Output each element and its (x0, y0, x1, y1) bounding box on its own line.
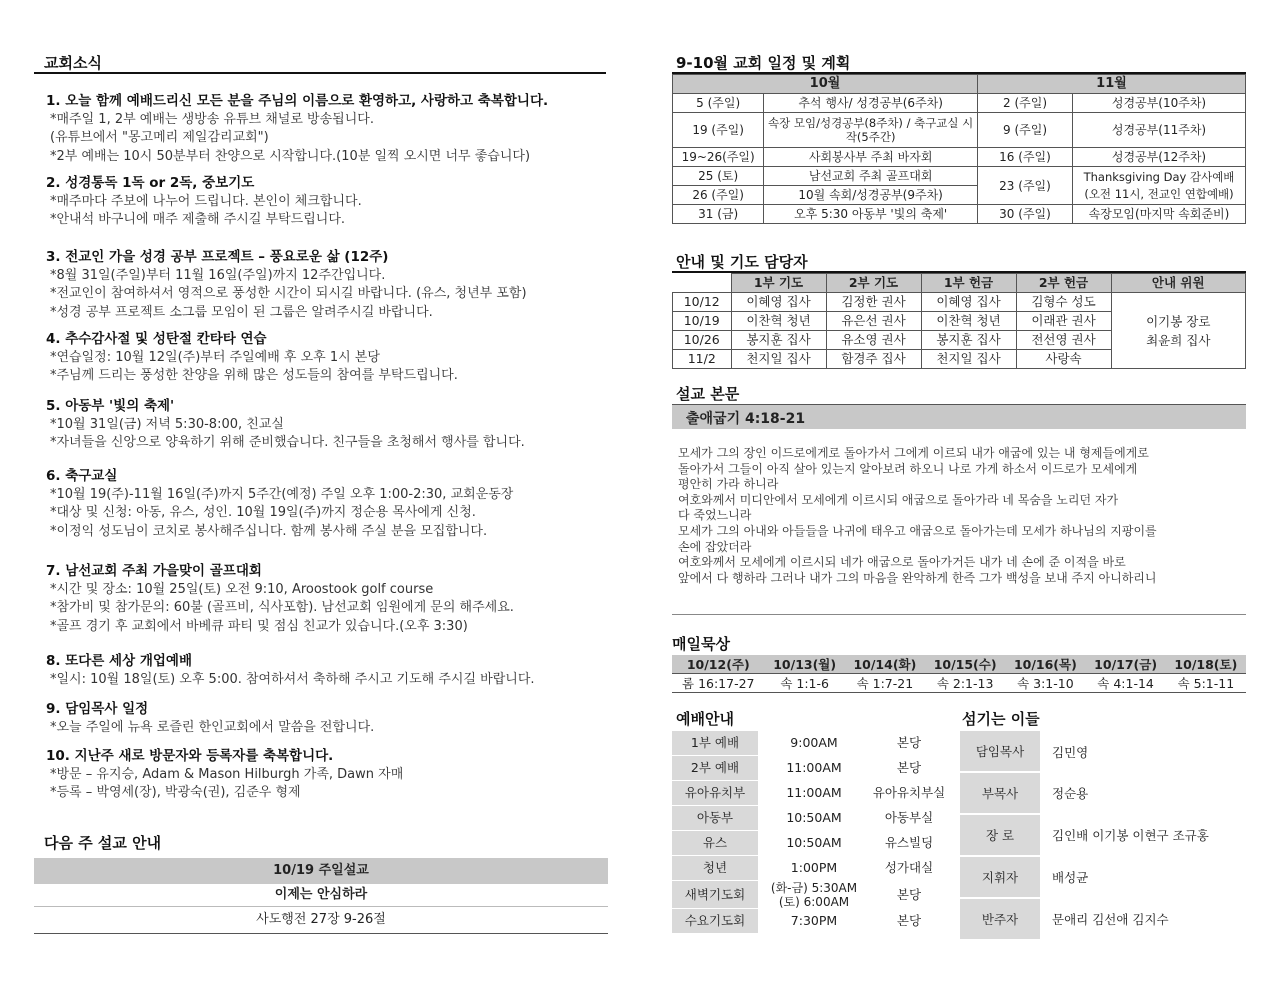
duty-cell: 유은선 권사 (826, 312, 921, 331)
news-item (46, 747, 606, 803)
table-row (960, 814, 1246, 856)
news-item-line: *10월 31일(금) 저녁 5:30-8:00, 친교실 (50, 416, 284, 432)
duty-header: 1부 헌금 (921, 274, 1016, 293)
schedule-date: 19 (주일) (673, 113, 764, 148)
news-item-line: *성경 공부 프로젝트 소그룹 모임이 된 그룹은 알려주시길 바랍니다. (50, 304, 433, 320)
sermon-line: 여호와께서 미디안에서 모세에게 이르시되 애굽으로 돌아가라 네 목숨을 노리던 자가 (678, 492, 1119, 507)
daily-reading: 속 1:1-6 (765, 674, 845, 693)
news-section-title: 교회소식 (44, 54, 102, 72)
daily-day: 10/16(목) (1005, 655, 1085, 674)
table-row (960, 898, 1246, 940)
next-sermon-title: 이제는 안심하라 (34, 884, 608, 907)
sermon-bottom-rule (672, 614, 1246, 615)
duty-cell: 이찬혁 청년 (731, 312, 826, 331)
schedule-date: 9 (주일) (978, 113, 1073, 148)
sermon-section-title: 설교 본문 (676, 385, 740, 403)
worship-place: 아동부실 (884, 810, 934, 825)
worship-place: 유아유치부실 (872, 785, 946, 800)
worship-name: 1부 예배 (672, 731, 758, 756)
table-row (673, 293, 1246, 312)
daily-day: 10/12(주) (672, 655, 765, 674)
schedule-event: 성경공부(10주차) (1073, 94, 1246, 113)
table-row (673, 205, 1246, 224)
news-item (46, 562, 606, 636)
news-item-title: 4. 추수감사절 및 성탄절 칸타타 연습 (46, 331, 267, 347)
news-item-line: *2부 예배는 10시 50분부터 찬양으로 시작합니다.(10분 일찍 오시면 너무 좋습니다) (50, 148, 531, 164)
duty-date: 10/19 (673, 312, 732, 331)
sermon-line: 손에 잡았더라 (678, 539, 752, 554)
sermon-line: 모세가 그의 장인 이드로에게로 돌아가서 그에게 이르되 내가 애굽에 있는 내 형제들에게로 (678, 446, 1149, 460)
duty-header: 안내 위원 (1111, 274, 1246, 293)
schedule-event: 속장모임(마지막 속회준비) (1073, 205, 1246, 224)
schedule-date: 5 (주일) (673, 94, 764, 113)
schedule-event: Thanksgiving Day 감사예배 (오전 11시, 전교인 연합예배) (1073, 167, 1246, 205)
sermon-text (678, 446, 1244, 586)
news-item-line: *일시: 10월 18일(토) 오후 5:00. 참여하셔서 축하해 주시고 기도해 주시길 바랍니다. (50, 671, 535, 687)
sermon-line: 다 죽었느니라 (678, 508, 752, 523)
news-item-line: *주님께 드리는 풍성한 찬양을 위해 많은 성도들의 참여를 부탁드립니다. (50, 368, 458, 383)
news-item-line: *8월 31일(주일)부터 11월 16일(주일)까지 12주간입니다. (50, 267, 386, 283)
duty-section-title: 안내 및 기도 담당자 (676, 253, 808, 271)
news-item-line: *안내석 바구니에 매주 제출해 주시길 부탁드립니다. (50, 212, 346, 227)
duty-cell: 봉지훈 집사 (731, 331, 826, 350)
schedule-date: 30 (주일) (978, 205, 1073, 224)
duty-cell: 봉지훈 집사 (921, 331, 1016, 350)
duty-cell: 사랑속 (1016, 350, 1111, 369)
duty-date: 11/2 (673, 350, 732, 369)
news-item (46, 700, 606, 737)
news-item-line: *오늘 주일에 뉴욕 로즐린 한인교회에서 말씀을 전합니다. (50, 719, 375, 735)
news-item-title: 1. 오늘 함께 예배드리신 모든 분을 주님의 이름으로 환영하고, 사랑하고 축복합니다. (46, 93, 549, 109)
next-sermon-box (34, 858, 608, 934)
worship-time: 7:30PM (790, 913, 838, 928)
sermon-line: 여호와께서 모세에게 이르시되 네가 애굽으로 돌아가거든 내가 네 손에 준 이적을 바로 (678, 555, 1126, 570)
duty-cell: 함경주 집사 (826, 350, 921, 369)
news-item (46, 92, 606, 166)
server-names: 배성균 (1052, 870, 1089, 885)
duty-cell: 김형수 성도 (1016, 293, 1111, 312)
worship-name: 수요기도회 (672, 909, 758, 934)
daily-reading: 속 4:1-14 (1085, 674, 1165, 693)
table-row (673, 167, 1246, 186)
server-role: 반주자 (960, 898, 1040, 940)
table-row (673, 113, 1246, 148)
daily-table (672, 655, 1246, 693)
duty-cell: 천지일 집사 (921, 350, 1016, 369)
worship-name: 유스 (672, 831, 758, 856)
duty-cell: 이혜영 집사 (921, 293, 1016, 312)
table-row (960, 772, 1246, 814)
daily-reading: 속 2:1-13 (925, 674, 1005, 693)
table-row (672, 756, 948, 781)
news-item-title: 10. 지난주 새로 방문자와 등록자를 축복합니다. (46, 748, 334, 764)
server-role: 장 로 (960, 814, 1040, 856)
news-item (46, 467, 606, 541)
duty-header: 2부 헌금 (1016, 274, 1111, 293)
duty-date: 10/26 (673, 331, 732, 350)
news-item (46, 397, 606, 453)
news-item-line: *10월 19(주)-11월 16일(주)까지 5주간(예정) 주일 오후 1:00-2:30, 교회운동장 (50, 486, 514, 502)
table-row (673, 94, 1246, 113)
daily-reading: 속 1:7-21 (845, 674, 925, 693)
worship-place: 성가대실 (884, 860, 934, 875)
news-item-line: *전교인이 참여하셔서 영적으로 풍성한 시간이 되시길 바랍니다. (유스, 청년부 포함) (50, 286, 527, 301)
sermon-passage: 출애굽기 4:18-21 (686, 411, 806, 427)
duty-table (672, 273, 1246, 369)
news-item-line: (유튜브에서 "몽고메리 제일감리교회") (50, 130, 269, 145)
news-item (46, 248, 606, 322)
daily-section-title: 매일묵상 (672, 635, 730, 653)
news-item (46, 652, 606, 689)
servers-section-title: 섬기는 이들 (962, 710, 1040, 728)
sermon-line: 평안히 가라 하니라 (678, 477, 779, 492)
duty-cell: 천지일 집사 (731, 350, 826, 369)
daily-day: 10/15(수) (925, 655, 1005, 674)
worship-time: 9:00AM (790, 735, 838, 751)
duty-cell: 이찬혁 청년 (921, 312, 1016, 331)
daily-reading: 롬 16:17-27 (672, 674, 765, 693)
news-item-title: 5. 아동부 '빛의 축제' (46, 398, 175, 414)
daily-day: 10/14(화) (845, 655, 925, 674)
worship-table (672, 731, 948, 934)
schedule-date: 25 (토) (673, 167, 764, 186)
schedule-event: 오후 5:30 아동부 '빛의 축제' (764, 205, 978, 224)
schedule-oct-header: 10월 (673, 75, 978, 94)
sermon-line: 모세가 그의 아내와 아들들을 나귀에 태우고 애굽으로 돌아가는데 모세가 하나님의 지팡이를 (678, 523, 1157, 538)
schedule-event: 남선교회 주최 골프대회 (764, 167, 978, 186)
duty-ushers (1111, 293, 1246, 369)
news-item (46, 174, 606, 230)
schedule-event: 성경공부(11주차) (1073, 113, 1246, 148)
news-item-line: *방문 – 유지승, Adam & Mason Hilburgh 가족, Dawn 자매 (50, 766, 404, 782)
worship-time: 10:50AM (786, 835, 842, 850)
daily-reading: 속 5:1-11 (1166, 674, 1246, 693)
news-item-line: *참가비 및 참가문의: 60불 (골프비, 식사포함). 남선교회 임원에게 문의 해주세요. (50, 600, 514, 615)
table-row (960, 856, 1246, 898)
schedule-date: 23 (주일) (978, 167, 1073, 205)
schedule-event: 추석 행사/ 성경공부(6주차) (764, 94, 978, 113)
news-item-title: 9. 담임목사 일정 (46, 701, 149, 717)
duty-header: 1부 기도 (731, 274, 826, 293)
schedule-section-title: 9-10월 교회 일정 및 계획 (676, 54, 851, 72)
table-row (672, 909, 948, 934)
duty-header-blank (673, 274, 732, 293)
duty-cell: 이혜영 집사 (731, 293, 826, 312)
worship-place: 본당 (896, 735, 922, 751)
usher-name: 이기봉 장로 (1146, 313, 1211, 329)
schedule-date: 19~26(주일) (673, 148, 764, 167)
next-sermon-section-title: 다음 주 설교 안내 (44, 834, 162, 852)
servers-table (960, 731, 1246, 941)
duty-header: 2부 기도 (826, 274, 921, 293)
news-item-line: *자녀들을 신앙으로 양육하기 위해 준비했습니다. 친구들을 초청해서 행사를 합니다. (50, 435, 525, 450)
table-row (672, 781, 948, 806)
table-row (672, 806, 948, 831)
next-sermon-passage: 사도행전 27장 9-26절 (256, 912, 386, 927)
table-row (672, 731, 948, 756)
server-names: 문애리 김선애 김지수 (1052, 912, 1169, 927)
schedule-event: 속장 모임/성경공부(8주차) / 축구교실 시작(5주간) (764, 113, 978, 148)
news-item-line: *매주마다 주보에 나누어 드립니다. 본인이 체크합니다. (50, 193, 362, 209)
server-role: 지휘자 (960, 856, 1040, 898)
schedule-event: 10월 속회/성경공부(9주차) (764, 186, 978, 205)
worship-place: 본당 (896, 760, 922, 775)
table-row (672, 856, 948, 881)
news-item-title: 3. 전교인 가을 성경 공부 프로젝트 – 풍요로운 삶 (12주) (46, 249, 389, 265)
schedule-event: 성경공부(12주차) (1073, 148, 1246, 167)
news-item-line: *연습일정: 10월 12일(주)부터 주일예배 후 오후 1시 본당 (50, 349, 380, 365)
worship-place: 유스빌딩 (884, 835, 934, 850)
daily-day: 10/18(토) (1166, 655, 1246, 674)
table-row (672, 881, 948, 909)
schedule-date: 16 (주일) (978, 148, 1073, 167)
worship-section-title: 예배안내 (676, 710, 734, 728)
worship-name: 2부 예배 (672, 756, 758, 781)
worship-name: 유아유치부 (672, 781, 758, 806)
schedule-nov-header: 11월 (978, 75, 1246, 94)
next-sermon-date: 10/19 주일설교 (34, 858, 608, 884)
schedule-table (672, 74, 1246, 224)
sermon-line: 돌아가서 그들이 아직 살아 있는지 알아보려 하오니 나로 가게 하소서 이드로가 모세에게 (678, 461, 1138, 476)
schedule-date: 2 (주일) (978, 94, 1073, 113)
news-item-title: 6. 축구교실 (46, 468, 118, 484)
table-row (673, 148, 1246, 167)
server-role: 부목사 (960, 772, 1040, 814)
duty-date: 10/12 (673, 293, 732, 312)
worship-time: 1:00PM (790, 860, 838, 875)
worship-name: 청년 (672, 856, 758, 881)
worship-time: 11:00AM (786, 760, 842, 775)
daily-day: 10/13(월) (765, 655, 845, 674)
news-item-line: *시간 및 장소: 10월 25일(토) 오전 9:10, Aroostook golf course (50, 581, 434, 597)
worship-time: 11:00AM (786, 785, 842, 800)
news-item-title: 7. 남선교회 주최 가을맞이 골프대회 (46, 563, 262, 579)
server-names: 정순용 (1052, 786, 1089, 801)
schedule-event: 사회봉사부 주최 바자회 (764, 148, 978, 167)
news-item-title: 8. 또다른 세상 개업예배 (46, 653, 192, 669)
news-item-line: *이정익 성도님이 코치로 봉사해주십니다. 함께 봉사해 주실 분을 모집합니다. (50, 523, 488, 539)
worship-name: 아동부 (672, 806, 758, 831)
table-row (960, 731, 1246, 772)
duty-cell: 김정한 권사 (826, 293, 921, 312)
table-row (672, 831, 948, 856)
daily-day: 10/17(금) (1085, 655, 1165, 674)
worship-place: 본당 (896, 913, 922, 928)
worship-time: 10:50AM (786, 810, 842, 825)
news-item-line: *등록 – 박영세(장), 박광숙(권), 김준우 형제 (50, 785, 301, 800)
usher-name: 최윤희 집사 (1146, 332, 1211, 348)
server-names: 김민영 (1052, 744, 1089, 760)
worship-name: 새벽기도회 (672, 881, 758, 909)
schedule-date: 26 (주일) (673, 186, 764, 205)
duty-cell: 유소영 권사 (826, 331, 921, 350)
worship-time: (화-금) 5:30AM (토) 6:00AM (770, 880, 858, 909)
schedule-date: 31 (금) (673, 205, 764, 224)
news-item-title: 2. 성경통독 1독 or 2독, 중보기도 (46, 175, 255, 191)
duty-cell: 이래관 권사 (1016, 312, 1111, 331)
news-item (46, 330, 606, 386)
sermon-line: 앞에서 다 행하라 그러나 내가 그의 마음을 완악하게 한즉 그가 백성을 보내 주지 아니하리니 (678, 570, 1157, 585)
worship-place: 본당 (896, 886, 922, 902)
news-item-line: *골프 경기 후 교회에서 바베큐 파티 및 점심 친교가 있습니다.(오후 3:30) (50, 618, 468, 634)
news-item-line: *매주일 1, 2부 예배는 생방송 유튜브 채널로 방송됩니다. (50, 111, 374, 127)
news-title-rule (34, 72, 606, 74)
sermon-passage-bar (672, 404, 1246, 429)
duty-cell: 전선영 권사 (1016, 331, 1111, 350)
server-names: 김인배 이기봉 이현구 조규홍 (1052, 828, 1209, 843)
server-role: 담임목사 (960, 731, 1040, 772)
news-item-line: *대상 및 신청: 아동, 유스, 성인. 10월 19일(주)까지 정순용 목사에게 신청. (50, 505, 476, 520)
daily-reading: 속 3:1-10 (1005, 674, 1085, 693)
